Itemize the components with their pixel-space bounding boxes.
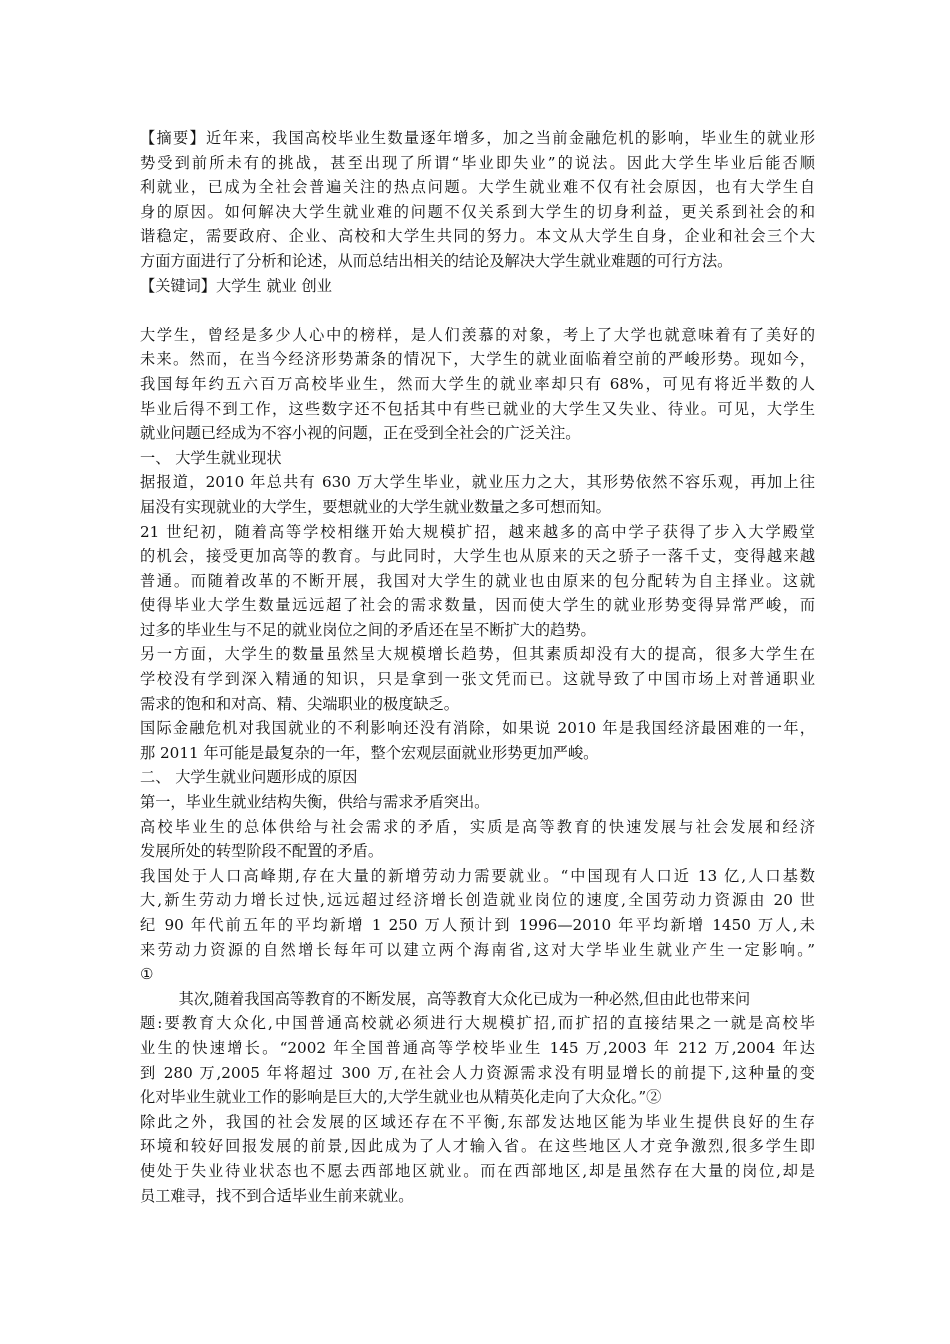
body-line: 纪 90 年代前五年的平均新增 1 250 万人预计到 1996—2010 年平均新增 1450 万人,未 (140, 916, 815, 934)
intro-line: 毕业后得不到工作，这些数字还不包括其中有些已就业的大学生又失业、待业。可见，大学生 (140, 399, 815, 418)
intro-line: 我国每年约五六百万高校毕业生，然而大学生的就业率却只有 68%，可见有将近半数的人 (140, 374, 815, 393)
intro-line: 大学生，曾经是多少人心中的榜样，是人们羡慕的对象，考上了大学也就意味着有了美好的 (140, 325, 815, 344)
body-line: 环境和较好回报发展的前景,因此成为了人才输入省。在这些地区人才竞争激烈,很多学生即 (140, 1137, 815, 1156)
body-line: 第一，毕业生就业结构失衡，供给与需求矛盾突出。 (140, 793, 490, 812)
section-2-heading: 二、 大学生就业问题形成的原因 (140, 768, 358, 787)
body-line: 高校毕业生的总体供给与社会需求的矛盾，实质是高等教育的快速发展与社会发展和经济 (140, 817, 815, 836)
abstract-line: 方面方面进行了分析和论述，从而总结出相关的结论及解决大学生就业难题的可行方法。 (140, 251, 733, 270)
body-line: 21 世纪初，随着高等学校相继开始大规模扩招，越来越多的高中学子获得了步入大学殿堂 (140, 522, 815, 541)
intro-line: 未来。然而，在当今经济形势萧条的情况下，大学生的就业面临着空前的严峻形势。现如今， (140, 350, 815, 369)
abstract-line: 【摘要】近年来，我国高校毕业生数量逐年增多，加之当前金融危机的影响，毕业生的就业形 (140, 129, 815, 147)
body-line: 使得毕业大学生数量远远超了社会的需求数量，因而使大学生的就业形势变得异常严峻，而 (140, 596, 815, 615)
body-line: 需求的饱和和对高、精、尖端职业的极度缺乏。 (140, 694, 459, 713)
body-line: 据报道，2010 年总共有 630 万大学生毕业，就业压力之大，其形势依然不容乐观，再加上往 (140, 473, 815, 492)
abstract-line: 势受到前所未有的挑战，甚至出现了所谓“毕业即失业”的说法。因此大学生毕业后能否顺 (140, 153, 815, 172)
body-line: 国际金融危机对我国就业的不利影响还没有消除，如果说 2010 年是我国经济最困难的一年， (140, 719, 815, 738)
body-line: 学校没有学到深入精通的知识，只是拿到一张文凭而已。这就导致了中国市场上对普通职业 (140, 670, 815, 689)
intro-paragraph (140, 323, 815, 446)
body-line: 的机会，接受更加高等的教育。与此同时，大学生也从原来的天之骄子一落千丈，变得越来越 (140, 547, 815, 566)
section-1-body (140, 470, 815, 765)
body-line: 员工难寻，找不到合适毕业生前来就业。 (140, 1186, 414, 1205)
section-1-heading: 一、 大学生就业现状 (140, 448, 282, 467)
body-line: 那 2011 年可能是最复杂的一年，整个宏观层面就业形势更加严峻。 (140, 743, 599, 762)
body-line: 到 280 万,2005 年将超过 300 万,在社会人力资源需求没有明显增长的前提下,这种量的变 (140, 1063, 815, 1082)
body-line: 普通。而随着改革的不断开展，我国对大学生的就业也由原来的包分配转为自主择业。这就 (140, 571, 815, 590)
abstract (140, 126, 815, 274)
abstract-line: 身的原因。如何解决大学生就业难的问题不仅关系到大学生的切身利益，更关系到社会的和 (140, 202, 815, 221)
section-2-body (140, 790, 815, 1208)
body-line: 化对毕业生就业工作的影响是巨大的,大学生就业也从精英化走向了大众化。”② (140, 1088, 662, 1107)
body-line: 来劳动力资源的自然增长每年可以建立两个海南省,这对大学毕业生就业产生一定影响。” (140, 940, 815, 959)
abstract-line: 利就业，已成为全社会普遍关注的热点问题。大学生就业难不仅有社会原因，也有大学生自 (140, 178, 815, 197)
document-page (140, 126, 815, 1208)
body-line: 过多的毕业生与不足的就业岗位之间的矛盾还在呈不断扩大的趋势。 (140, 620, 596, 639)
body-line: 其次,随着我国高等教育的不断发展，高等教育大众化已成为一种必然,但由此也带来问 (140, 989, 751, 1008)
intro-line: 就业问题已经成为不容小视的问题，正在受到全社会的广泛关注。 (140, 424, 581, 443)
body-line: 使处于失业待业状态也不愿去西部地区就业。而在西部地区,却是虽然存在大量的岗位,却是 (140, 1161, 815, 1180)
body-line: 大,新生劳动力增长过快,远远超过经济增长创造就业岗位的速度,全国劳动力资源由 20 世 (140, 891, 815, 910)
body-line: 题:要教育大众化,中国普通高校就必须进行大规模扩招,而扩招的直接结果之一就是高校毕 (140, 1014, 815, 1033)
body-line: 业生的快速增长。“2002 年全国普通高等学校毕业生 145 万,2003 年 212 万,2004 年达 (140, 1038, 815, 1057)
body-line: 除此之外，我国的社会发展的区域还存在不平衡,东部发达地区能为毕业生提供良好的生存 (140, 1112, 815, 1131)
keywords: 【关键词】大学生 就业 创业 (140, 276, 332, 295)
abstract-line: 谐稳定，需要政府、企业、高校和大学生共同的努力。本文从大学生自身，企业和社会三个大 (140, 227, 815, 246)
blank-line (140, 298, 815, 323)
body-line: 届没有实现就业的大学生，要想就业的大学生就业数量之多可想而知。 (140, 497, 611, 516)
body-line: 另一方面，大学生的数量虽然呈大规模增长趋势，但其素质却没有大的提高，很多大学生在 (140, 645, 815, 664)
body-line: 发展所处的转型阶段不配置的矛盾。 (140, 842, 383, 861)
footnote-marker-1: ① (140, 965, 154, 984)
body-line: 我国处于人口高峰期,存在大量的新增劳动力需要就业。“中国现有人口近 13 亿,人口基数 (140, 866, 815, 885)
